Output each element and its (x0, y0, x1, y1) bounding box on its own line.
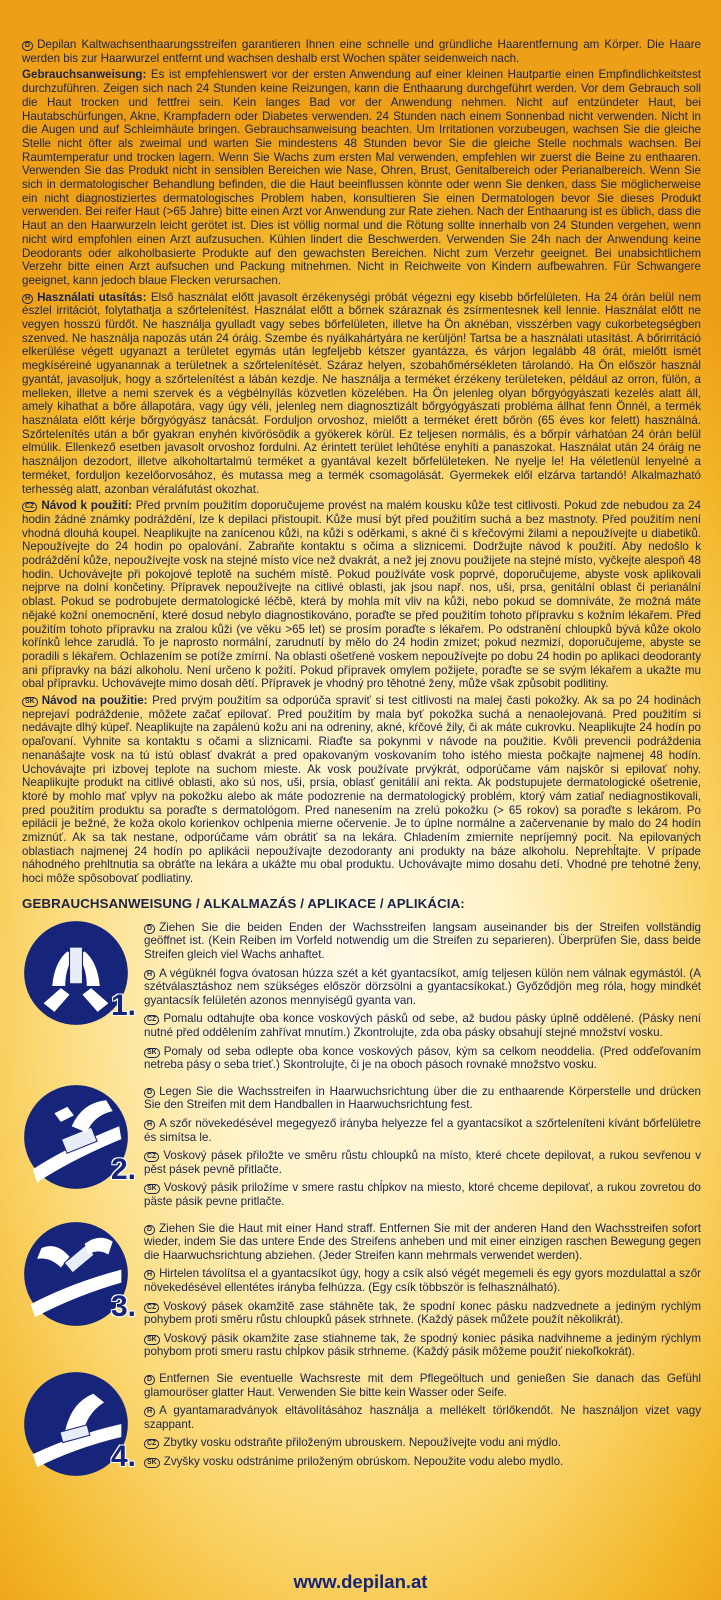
usage-paragraph-de (22, 68, 701, 287)
step-text: Voskový pásek okamžitě zase stáhněte tak, že spodní konec pásku nadzvednete a jediným rychlým pohybem proti směru růstu chloupků pásek strhnete. (Každý pásek můžete použít několikrát). (144, 1299, 701, 1327)
step-4-number: 4. (110, 1439, 136, 1473)
step-4-text (144, 1372, 701, 1474)
language-badge-cz: CZ (22, 502, 37, 512)
step-2-text-de (144, 1085, 701, 1112)
language-badge-de: D (144, 924, 155, 934)
usage-text-sk: Pred prvým použitím sa odporúča spraviť si test citlivosti na malej časti pokožky. Ak sa po 24 hodinách neprejaví podráždenie, môžete začať epilovať. Pred použitím by mala byť pokožka suchá a nenaolejovaná. Pred použitím si nedávajte dlhý kúpeľ. Neaplikujte na zapálenú kožu ani na odreniny, akné, kŕčové žily, či ak máte cukrovku. Neaplikujte 24 hodín po opaľovaní. Vyhnite sa kontaktu s očami a sliznicami. Riaďte sa pokynmi v návode na použitie. Kvôli prevencii podráždenia nenanášajte vosk na tú istú oblasť dvakrát a pred opakovaným voskovaním toho istého miesta počkajte najmenej 48 hodín. Uchovávajte pri izbovej teplote na suchom mieste. Ak vosk používate prvýkrát, odporúčame vám najskôr si epilovať nohy. Neaplikujte produkt na citlivé oblasti, ako sú nos, uši, prsia, oblasť genitálií ani rekta. Ak podstupujete dermatologické ošetrenie, ktoré by mohlo mať vplyv na pokožku alebo ak máte podozrenie na dermatologický problém, ktorý vám zatiaľ nediagnostikovali, pred použitím produktu sa poraďte s dermatológom. Pred nanesením na zrelú pokožku (> 65 rokov) sa poraďte s lekárom. Po epilácii je bežné, že koža okolo korienkov ochlpenia mierne očervenie. Je to úplne normálne a začervenanie by malo do 24 hodín zmiznúť. Ak sa tak nestane, odporúčame vám obrátiť sa na lekára. Chladením zmiernite nepríjemný pocit. Na epilovaných oblastiach najmenej 24 hodín po aplikácii nepoužívajte dezodoranty ani produkty na báze alkoholu. Neprehĺtajte. V prípade náhodného prehltnutia sa obráťte na lekára a ukážte mu obal produktu. Uchovávajte mimo dosahu detí. Vhodné pre tehotné ženy, hoci môže spôsobovať podliatiny. (22, 694, 701, 886)
step-3-text-hu (144, 1267, 701, 1294)
language-badge-sk: SK (144, 1335, 160, 1345)
step-text: Zbytky vosku odstraňte přiloženým ubrouskem. Nepoužívejte vodu ani mýdlo. (163, 1436, 561, 1450)
step-text: A végüknél fogva óvatosan húzza szét a két gyantacsíkot, amíg teljesen külön nem válnak egymástól. (A szétválasztáshoz nem szükséges először dörzsölni a gyantacsíkokat.) Győződjön meg róla, hogy mindkét gyantacsík felületén azonos mennyiségű gyanta van. (144, 966, 701, 1007)
step-2-text-cz (144, 1149, 701, 1176)
language-badge-sk: SK (144, 1184, 160, 1194)
usage-paragraph-cz (22, 499, 701, 691)
usage-heading-de: Gebrauchsanweisung: (22, 68, 147, 82)
language-badge-sk: SK (144, 1458, 160, 1468)
language-badge-de: D (144, 1088, 155, 1098)
step-3-number: 3. (110, 1289, 136, 1323)
intro-paragraph-de (22, 38, 701, 65)
instruction-step-3 (22, 1222, 701, 1364)
usage-text-hu: Első használat előtt javasolt érzékenységi próbát végezni egy kisebb bőrfelületen. Ha 24 órán belül nem észlel irritációt, folytathatja a szőrtelenítést. Használat előtt a bőrnek száraznak és zsírmentesnek kell lennie. Használat előtt ne vegyen hosszú fürdőt. Ne használja gyulladt vagy sebes bőrfelületen, illetve ha Ön aknéban, visszérben vagy cukorbetegségben szenved. Ne használja napozás után 24 óráig. Szembe és nyálkahártyára ne kerüljön! Tartsa be a használati utasítást. A bőrirritáció elkerülése végett ugyanazt a területet egymás után legfeljebb kétszer gyantázza, és várjon legalább 48 órát, mielőtt ismét megkíséreiné ugyanannak a területnek a szőrtelenítését. Száraz helyen, szobahőmérsékleten tárolandó. Ha Ön először használ gyantát, javasoljuk, hogy a szőrtelenítést a lábán kezdje. Ne használja a terméket érzékeny területeken, például az orron, fülön, a melleken, illetve a nemi szervek és a végbélnyílás közvetlen közelében. Ha Ön jelenleg olyan bőrgyógyászati kezelés alatt áll, amely kihathat a bőre állapotára, vagy úgy véli, jelenleg nem diagnosztizált bőrgyógyászati probléma állhat fenn Önnél, a termék használata előtt kérje bőrgyógyász tanácsát. Forduljon orvoshoz, mielőtt a terméket érett bőrön (65 éves kor felett) használná. Szőrtelenítés után a bőr gyakran enyhén kivörösödik a gyökerek körül. Ez teljesen normális, és a bőrpír várhatóan 24 órán belül elmúlik. Ellenkező esetben javasolt orvoshoz fordulni. Az érintett terület lehűtése enyhíti a panaszokat. Használat után 24 óráig ne használjon dezodort, illetve alkoholtartalmú terméket a gyantával kezelt bőrfelületeken. Ne nyelje le! Ha véletlenül lenyelné a terméket, forduljon kezelőorvosához, és mutassa meg a termék csomagolását. Gyermekek elől elzárva tartandó! Alkalmazható terhesség alatt, azonban véraláfutást okozhat. (22, 290, 701, 496)
usage-heading-cz: Návod k použití: (41, 499, 132, 513)
step-1-illustration (22, 919, 136, 1027)
step-4-illustration (22, 1370, 136, 1478)
step-4-text-sk (144, 1455, 701, 1469)
step-text: Voskový pásik okamžite zase stiahneme tak, že spodný koniec pásika nadvihneme a jediným rýchlym pohybom proti smeru rastu chĺpkov pásik strhneme. (Každý pásik môžeme použiť niekoľkokrát). (144, 1331, 701, 1359)
language-badge-de: D (144, 1225, 155, 1235)
step-4-text-hu (144, 1404, 701, 1431)
language-badge-hu: H (144, 1407, 155, 1417)
step-1-number: 1. (110, 988, 136, 1022)
step-text: Zvyšky vosku odstránime priloženým obrúskom. Nepoužite vodu alebo mydlo. (163, 1454, 564, 1468)
language-badge-hu: H (144, 1270, 155, 1280)
step-text: Legen Sie die Wachsstreifen in Haarwuchsrichtung über die zu enthaarende Körperstelle und drücken Sie den Streifen mit dem Handballen in Haarwuchsrichtung fest. (144, 1084, 701, 1112)
step-text: Ziehen Sie die Haut mit einer Hand straff. Entfernen Sie mit der anderen Hand den Wachsstreifen sofort wieder, indem Sie das untere Ende des Streifens anheben und mit einer einzigen raschen Bewegung gegen die Haarwuchsrichtung abziehen. (Jeder Streifen kann mehrmals verwendet werden). (144, 1221, 701, 1262)
instructions-heading: GEBRAUCHSANWEISUNG / ALKALMAZÁS / APLIKACE / APLIKÁCIA: (22, 895, 465, 911)
step-2-number: 2. (110, 1152, 136, 1186)
language-badge-cz: CZ (144, 1015, 159, 1025)
language-badge-cz: CZ (144, 1303, 159, 1313)
language-badge-de: D (22, 41, 33, 51)
step-text: Hirtelen távolítsa el a gyantacsíkot úgy, hogy a csík alsó végét megemeli és egy gyors mozdulattal a szőr növekedésével ellentétes irányba felhúzza. (Egy csík többször is felhasználható). (144, 1267, 701, 1294)
usage-text-de: Es ist empfehlenswert vor der ersten Anwendung auf einer kleinen Hautpartie einen Empfindlichkeitstest durchzuführen. Zeigen sich nach 24 Stunden keine Reizungen, kann die Enthaarung durchgeführt werden. Vor dem Gebrauch soll die Haut trocken und fettfrei sein. Kein langes Bad vor der Anwendung nehmen. Nicht auf entzündeter Haut, bei Hautabschürfungen, Akne, Krampfadern oder Diabetes verwenden. 24 Stunden nach einem Sonnenbad nicht verwenden. Nicht in die Augen und auf Schleimhäute bringen. Gebrauchsanweisung beachten. Um Irritationen vorzubeugen, wachsen Sie die gleiche Stelle nicht öfter als zweimal und warten Sie mindestens 48 Stunden bevor Sie die gleiche Stelle nochmals wachsen. Bei Raumtemperatur und trocken lagern. Wenn Sie Wachs zum ersten Mal verwenden, empfehlen wir zuerst die Beine zu enthaaren. Verwenden Sie das Produkt nicht in sensiblen Bereichen wie Nase, Ohren, Brust, Genitalbereich oder Perianalbereich. Wenn Sie sich in dermatologischer Behandlung befinden, die die Haut beeinflussen könnte oder wenn Sie denken, dass Sie möglicherweise ein nicht diagnostiziertes dermatologisches Problem haben, konsultieren Sie einen Dermatologen bevor Sie dieses Produkt verwenden. Bei reifer Haut (>65 Jahre) bitte einen Arzt vor Anwendung zur Rate ziehen. Nach der Enthaarung ist es üblich, dass die Haut an den Haarwurzeln leicht gerötet ist. Dies ist völlig normal und die Rötung sollte innerhalb von 24 Stunden vergehen, wenn nicht wird empfohlen einen Arzt aufzusuchen. Kühlen lindert die Beschwerden. Verwenden Sie 24h nach der Anwendung keine Deodorants oder alkoholbasierte Produkte auf den gewachsten Bereichen. Nicht zum Verzehr geeignet. Bei unabsichtlichem Verzehr bitte einen Arzt aufsuchen und Packung mitnehmen. Nicht in Reichweite von Kindern aufbewahren. Für Schwangere geeignet, kann jedoch blaue Flecken verursachen. (22, 68, 701, 287)
step-text: Pomalu odtahujte oba konce voskových pásků od sebe, až budou pásky úplně oddělené. (Pásky není nutné před oddělením zahřívat mnutím.) Zkontrolujte, zda oba pásky obsahují stejné množství vosku. (144, 1012, 701, 1040)
usage-heading-hu: Használati utasítás: (37, 290, 147, 304)
step-2-illustration (22, 1083, 136, 1191)
language-badge-de: D (144, 1375, 155, 1385)
usage-paragraph-hu (22, 291, 701, 497)
step-2-text-sk (144, 1181, 701, 1208)
step-text: Ziehen Sie die beiden Enden der Wachsstreifen langsam auseinander bis der Streifen vollständig geöffnet ist. (Kein Reiben im Vorfeld notwendig um die Streifen zu separieren). Überprüfen Sie, dass beide Streifen gleich viel Wachs anhaftet. (144, 920, 701, 962)
instruction-step-1 (22, 921, 701, 1077)
language-badge-sk: SK (22, 697, 38, 707)
instruction-step-4 (22, 1372, 701, 1478)
language-badge-hu: H (144, 970, 155, 980)
step-4-text-cz (144, 1436, 701, 1450)
language-badge-hu: H (144, 1120, 155, 1130)
website-url[interactable]: www.depilan.at (293, 1571, 428, 1592)
language-badge-cz: CZ (144, 1152, 159, 1162)
step-4-text-de (144, 1372, 701, 1399)
step-3-text-cz (144, 1300, 701, 1327)
step-3-illustration (22, 1220, 136, 1328)
step-2-text (144, 1085, 701, 1214)
step-text: A gyantamaradványok eltávolításához használja a mellékelt törlőkendőt. Ne használjon vizet vagy szappant. (144, 1404, 701, 1431)
language-badge-sk: SK (144, 1048, 160, 1058)
step-1-text-cz (144, 1012, 701, 1039)
instruction-step-2 (22, 1085, 701, 1214)
step-text: Voskový pásik priložíme v smere rastu chĺpkov na miesto, ktoré chceme depilovať, a rukou zovretou do päste pásik pevne pritlačte. (144, 1181, 701, 1208)
step-1-text-hu (144, 967, 701, 1008)
step-3-text-sk (144, 1332, 701, 1359)
step-1-text-sk (144, 1045, 701, 1072)
language-badge-hu: H (22, 294, 33, 304)
intro-text-de: Depilan Kaltwachsenthaarungsstreifen garantieren Ihnen eine schnelle und gründliche Haarentfernung am Körper. Die Haare werden bis zur Haarwurzel entfernt und wachsen deshalb erst Wochen später seidenweich nach. (22, 38, 701, 65)
step-2-text-hu (144, 1117, 701, 1144)
step-1-text-de (144, 921, 701, 962)
step-text: Pomaly od seba odlepte oba konce voskových pásov, kým sa celkom neoddelia. (Pred odďeľovaním netreba pásy o seba trieť.) Skontrolujte, či je na oboch pásoch rovnaké množstvo vosku. (144, 1044, 701, 1072)
step-3-text (144, 1222, 701, 1364)
step-1-text (144, 921, 701, 1077)
step-text: A szőr növekedésével megegyező irányba helyezze fel a gyantacsíkot a szőrteleníteni kívánt bőrfelületre és simítsa le. (144, 1117, 701, 1144)
usage-text-cz: Před prvním použitím doporučujeme provést na malém kousku kůže test citlivosti. Pokud zde nebudou za 24 hodin žádné známky podráždění, lze k depilaci přistoupit. Kůže musí být před použitím suchá a bez mastnoty. Před použitím není vhodná dlouhá koupel. Neaplikujte na zanícenou kůži, na kůži s oděrkami, s akné či s křečovými žilami a nepoužívejte u diabetiků. Nepoužívejte do 24 hodin po opalování. Zabraňte kontaktu s očima a sliznicemi. Dodržujte návod k použití. Aby nedošlo k podráždění kůže, nepoužívejte vosk na stejné místo více než dvakrát, a než jej znovu použijete na stejné místo, vyčkejte alespoň 48 hodin. Uchovávejte při pokojové teplotě na suchém místě. Pokud používáte vosk poprvé, doporučujeme, abyste vosk aplikovali nejprve na dolní končetiny. Přípravek nepoužívejte na citlivé oblasti, jak jsou např. nos, uši, prsa, genitální oblast či perianální oblast. Pokud se podrobujete dermatologické léčbě, která by mohla mít vliv na kůži, nebo pokud se domníváte, že možná máte nějaké kožní onemocnění, které dosud nebylo diagnostikováno, poraďte se před použitím tohoto přípravku s kožním lékařem. Před použitím tohoto přípravku na zralou kůži (ve věku >65 let) se prosím poraďte s lékařem. Po odstranění chloupků bývá kůže okolo kořínků lehce zarudlá. To je naprosto normální, zarudnutí by mělo do 24 hodin zmizet; pokud nezmizí, doporučujeme, abyste se poradili s lékařem. Ochlazením se potíže zmírní. Na oblasti ošetřené voskem nepoužívejte po dobu 24 hodin po aplikaci deodoranty ani přípravky na bázi alkoholu. Není určeno k požití. Pokud přípravek omylem požijete, poraďte se se svým lékařem a ukažte mu obal přípravku. Uchovávejte mimo dosah dětí. Přípravek je vhodný pro těhotné ženy, může však způsobit podlitiny. (22, 499, 701, 691)
step-text: Entfernen Sie eventuelle Wachsreste mit dem Pflegeöltuch und genießen Sie danach das Gefühl glamouröser glatter Haut. Verwenden Sie bitte kein Wasser oder Seife. (144, 1371, 701, 1399)
step-3-text-de (144, 1222, 701, 1263)
step-text: Voskový pásek přiložte ve směru růstu chloupků na místo, které chcete depilovat, a rukou sevřenou v pěst pásek pevně přitlačte. (144, 1149, 701, 1176)
usage-paragraph-sk (22, 694, 701, 886)
leaflet-content (22, 38, 701, 1600)
language-badge-cz: CZ (144, 1439, 159, 1449)
usage-heading-sk: Návod na použitie: (41, 694, 148, 708)
